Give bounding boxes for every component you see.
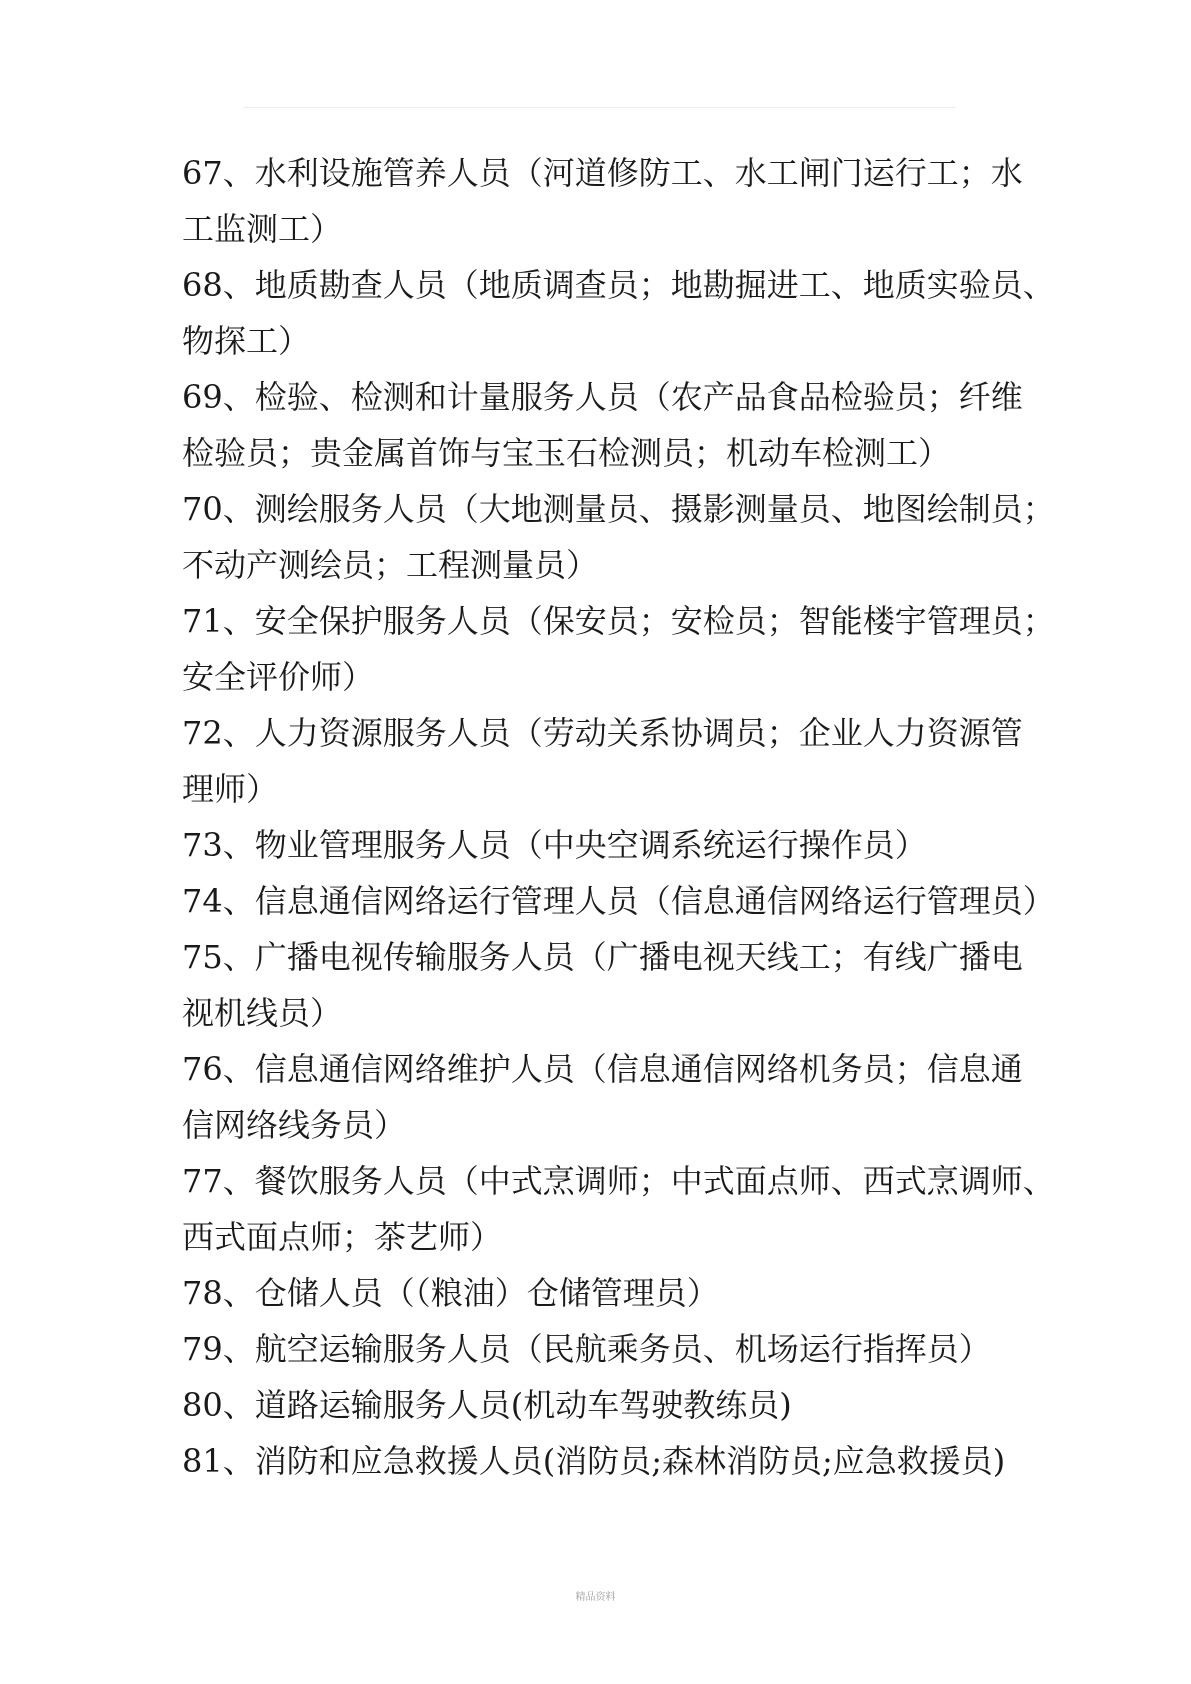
text-line: 72、人力资源服务人员（劳动关系协调员；企业人力资源管 xyxy=(182,714,1023,752)
text-line: 物探工） xyxy=(182,322,311,360)
text-line: 安全评价师） xyxy=(182,658,375,696)
text-line: 79、航空运输服务人员（民航乘务员、机场运行指挥员） xyxy=(182,1330,991,1368)
text-line: 68、地质勘查人员（地质调查员；地勘掘进工、地质实验员、 xyxy=(182,266,1055,304)
document-body xyxy=(182,145,1055,1489)
text-line: 西式面点师；茶艺师） xyxy=(182,1218,503,1256)
text-line: 75、广播电视传输服务人员（广播电视天线工；有线广播电 xyxy=(182,938,1023,976)
header-rule xyxy=(243,107,955,108)
text-line: 78、仓储人员（（粮油）仓储管理员） xyxy=(182,1274,719,1312)
text-line: 77、餐饮服务人员（中式烹调师；中式面点师、西式烹调师、 xyxy=(182,1162,1055,1200)
text-line: 71、安全保护服务人员（保安员；安检员；智能楼宇管理员； xyxy=(182,602,1055,640)
text-line: 76、信息通信网络维护人员（信息通信网络机务员；信息通 xyxy=(182,1050,1023,1088)
text-line: 81、消防和应急救援人员(消防员;森林消防员;应急救援员) xyxy=(182,1442,1006,1480)
text-line: 69、检验、检测和计量服务人员（农产品食品检验员；纤维 xyxy=(182,378,1023,416)
text-line: 不动产测绘员；工程测量员） xyxy=(182,546,599,584)
text-line: 70、测绘服务人员（大地测量员、摄影测量员、地图绘制员； xyxy=(182,490,1055,528)
text-line: 80、道路运输服务人员(机动车驾驶教练员) xyxy=(182,1386,792,1424)
text-line: 74、信息通信网络运行管理人员（信息通信网络运行管理员） xyxy=(182,882,1055,920)
text-line: 检验员；贵金属首饰与宝玉石检测员；机动车检测工） xyxy=(182,434,951,472)
page-footer: 精品资料 xyxy=(575,1592,616,1603)
text-line: 视机线员） xyxy=(182,994,343,1032)
text-line: 67、水利设施管养人员（河道修防工、水工闸门运行工；水 xyxy=(182,154,1023,192)
text-line: 工监测工） xyxy=(182,210,343,248)
text-line: 理师） xyxy=(182,770,279,808)
text-line: 73、物业管理服务人员（中央空调系统运行操作员） xyxy=(182,826,927,864)
text-line: 信网络线务员） xyxy=(182,1106,407,1144)
